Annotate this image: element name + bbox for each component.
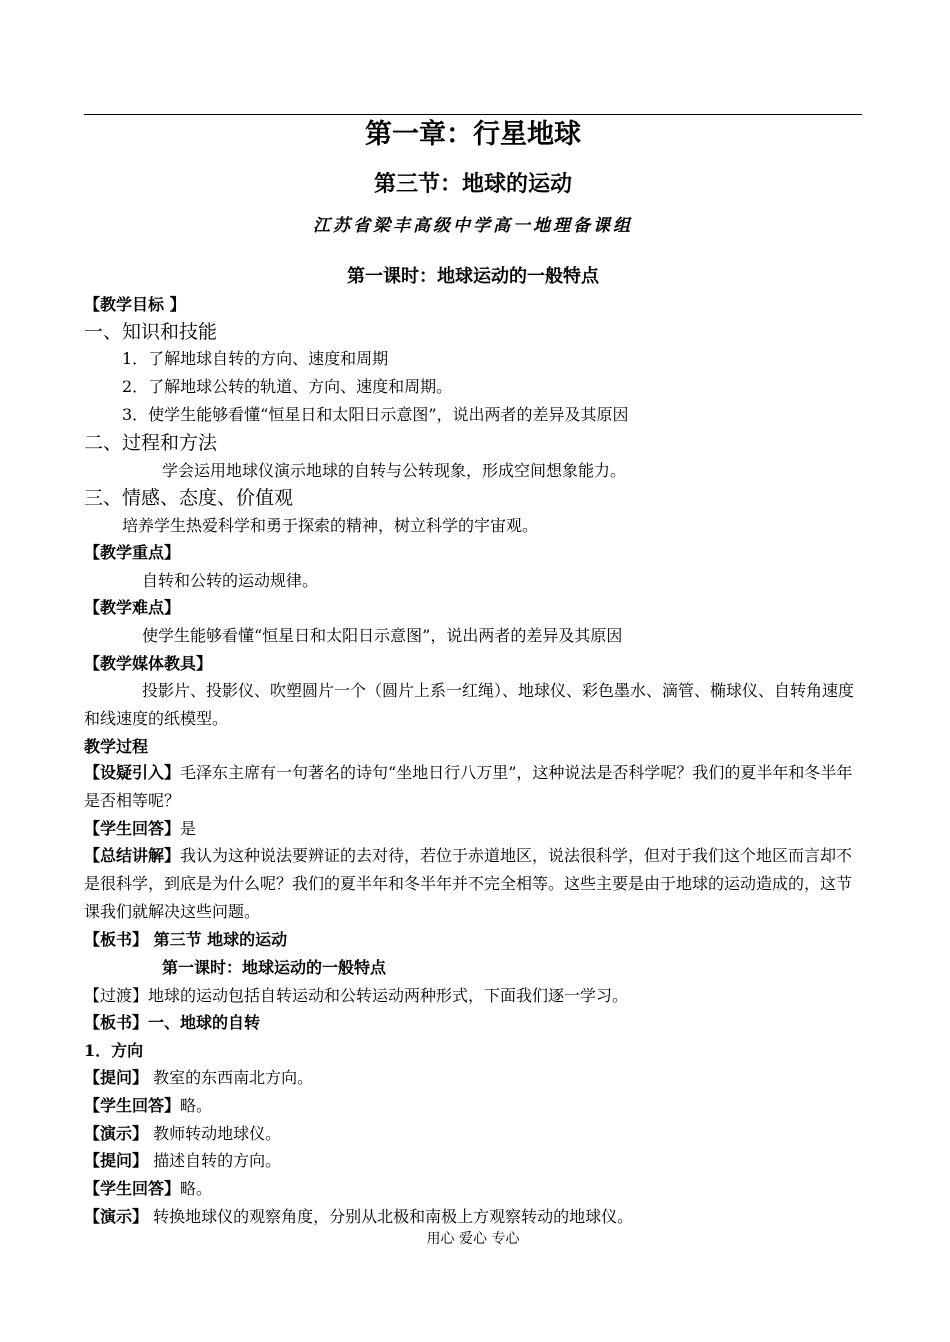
page-footer: 用心 爱心 专心	[426, 1231, 520, 1247]
step-4-label: 【提问】	[84, 1151, 149, 1170]
chapter-title: 第一章：行星地球	[365, 119, 581, 150]
step-4-text: 描述自转的方向。	[148, 1151, 282, 1170]
intro-text: 毛泽东主席有一句著名的诗句“坐地日行八万里”，这种说法是否科学呢？我们的夏半年和冬半年是否相等呢？	[84, 763, 853, 810]
media-text: 投影片、投影仪、吹塑圆片一个（圆片上系一红绳）、地球仪、彩色墨水、滴管、椭球仪、自转角速度和线速度的纸模型。	[84, 681, 855, 728]
summary-text: 我认为这种说法要辨证的去对待，若位于赤道地区，说法很科学，但对于我们这个地区而言却不是很科学，到底是为什么呢？我们的夏半年和冬半年并不完全相等。这些主要是由于地球的运动造成的，这节课我们就解决这些问题。	[84, 846, 853, 921]
knowledge-item-1: 1．了解地球自转的方向、速度和周期	[122, 349, 389, 368]
board1-label: 【板书】	[84, 930, 149, 949]
step-1-text: 教室的东西南北方向。	[148, 1068, 314, 1087]
summary-paragraph	[84, 842, 862, 926]
step-3-text: 教师转动地球仪。	[148, 1124, 282, 1143]
summary-label: 【总结讲解】	[84, 846, 181, 865]
answer1-text: 是	[180, 819, 197, 838]
emotion-title: 三、情感、态度、价值观	[84, 487, 294, 509]
intro-paragraph	[84, 759, 862, 815]
step-5-text: 略。	[180, 1179, 213, 1198]
answer1-label: 【学生回答】	[84, 819, 181, 838]
step-3-label: 【演示】	[84, 1124, 149, 1143]
step-4	[84, 1151, 281, 1171]
board1-line	[84, 930, 287, 950]
step-3	[84, 1124, 281, 1144]
step-1-label: 【提问】	[84, 1068, 149, 1087]
transition-line	[84, 986, 628, 1006]
process-method-text: 学会运用地球仪演示地球的自转与公转现象，形成空间想象能力。	[162, 461, 627, 480]
header-rule	[84, 114, 862, 115]
board1-sub: 第一课时：地球运动的一般特点	[162, 958, 387, 977]
process-title: 教学过程	[84, 737, 149, 756]
answer1-line	[84, 819, 196, 839]
board2-text: 一、地球的自转	[148, 1013, 261, 1032]
board2-label: 【板书】	[84, 1013, 149, 1032]
lesson-title: 第一课时：地球运动的一般特点	[347, 266, 599, 287]
media-label: 【教学媒体教具】	[84, 654, 213, 673]
knowledge-title: 一、知识和技能	[84, 321, 218, 343]
difficulties-text: 使学生能够看懂“恒星日和太阳日示意图”，说出两者的差异及其原因	[142, 626, 623, 645]
section-title: 第三节：地球的运动	[373, 171, 572, 197]
emotion-text: 培养学生热爱科学和勇于探索的精神，树立科学的宇宙观。	[122, 516, 539, 535]
knowledge-item-3: 3．使学生能够看懂“恒星日和太阳日示意图”，说出两者的差异及其原因	[122, 405, 629, 424]
board2-line	[84, 1013, 260, 1033]
step-6	[84, 1207, 633, 1227]
step-2-label: 【学生回答】	[84, 1096, 181, 1115]
step-6-label: 【演示】	[84, 1207, 149, 1226]
transition-label: 【过渡】	[84, 986, 149, 1005]
board1-text: 第三节 地球的运动	[148, 930, 288, 949]
school-name: 江苏省梁丰高级中学高一地理备课组	[313, 216, 633, 236]
knowledge-item-2: 2．了解地球公转的轨道、方向、速度和周期。	[122, 377, 453, 396]
objectives-label: 【教学目标 】	[84, 295, 186, 314]
key-points-text: 自转和公转的运动规律。	[142, 571, 319, 590]
intro-label: 【设疑引入】	[84, 763, 181, 782]
step-1	[84, 1068, 313, 1088]
step-2	[84, 1096, 212, 1116]
difficulties-label: 【教学难点】	[84, 598, 181, 617]
step-5-label: 【学生回答】	[84, 1179, 181, 1198]
direction-title: 1．方向	[84, 1041, 144, 1060]
step-2-text: 略。	[180, 1096, 213, 1115]
transition-text: 地球的运动包括自转运动和公转运动两种形式，下面我们逐一学习。	[148, 986, 629, 1005]
step-5	[84, 1179, 212, 1199]
key-points-label: 【教学重点】	[84, 543, 181, 562]
process-method-title: 二、过程和方法	[84, 432, 218, 454]
step-6-text: 转换地球仪的观察角度，分别从北极和南极上方观察转动的地球仪。	[148, 1207, 634, 1226]
